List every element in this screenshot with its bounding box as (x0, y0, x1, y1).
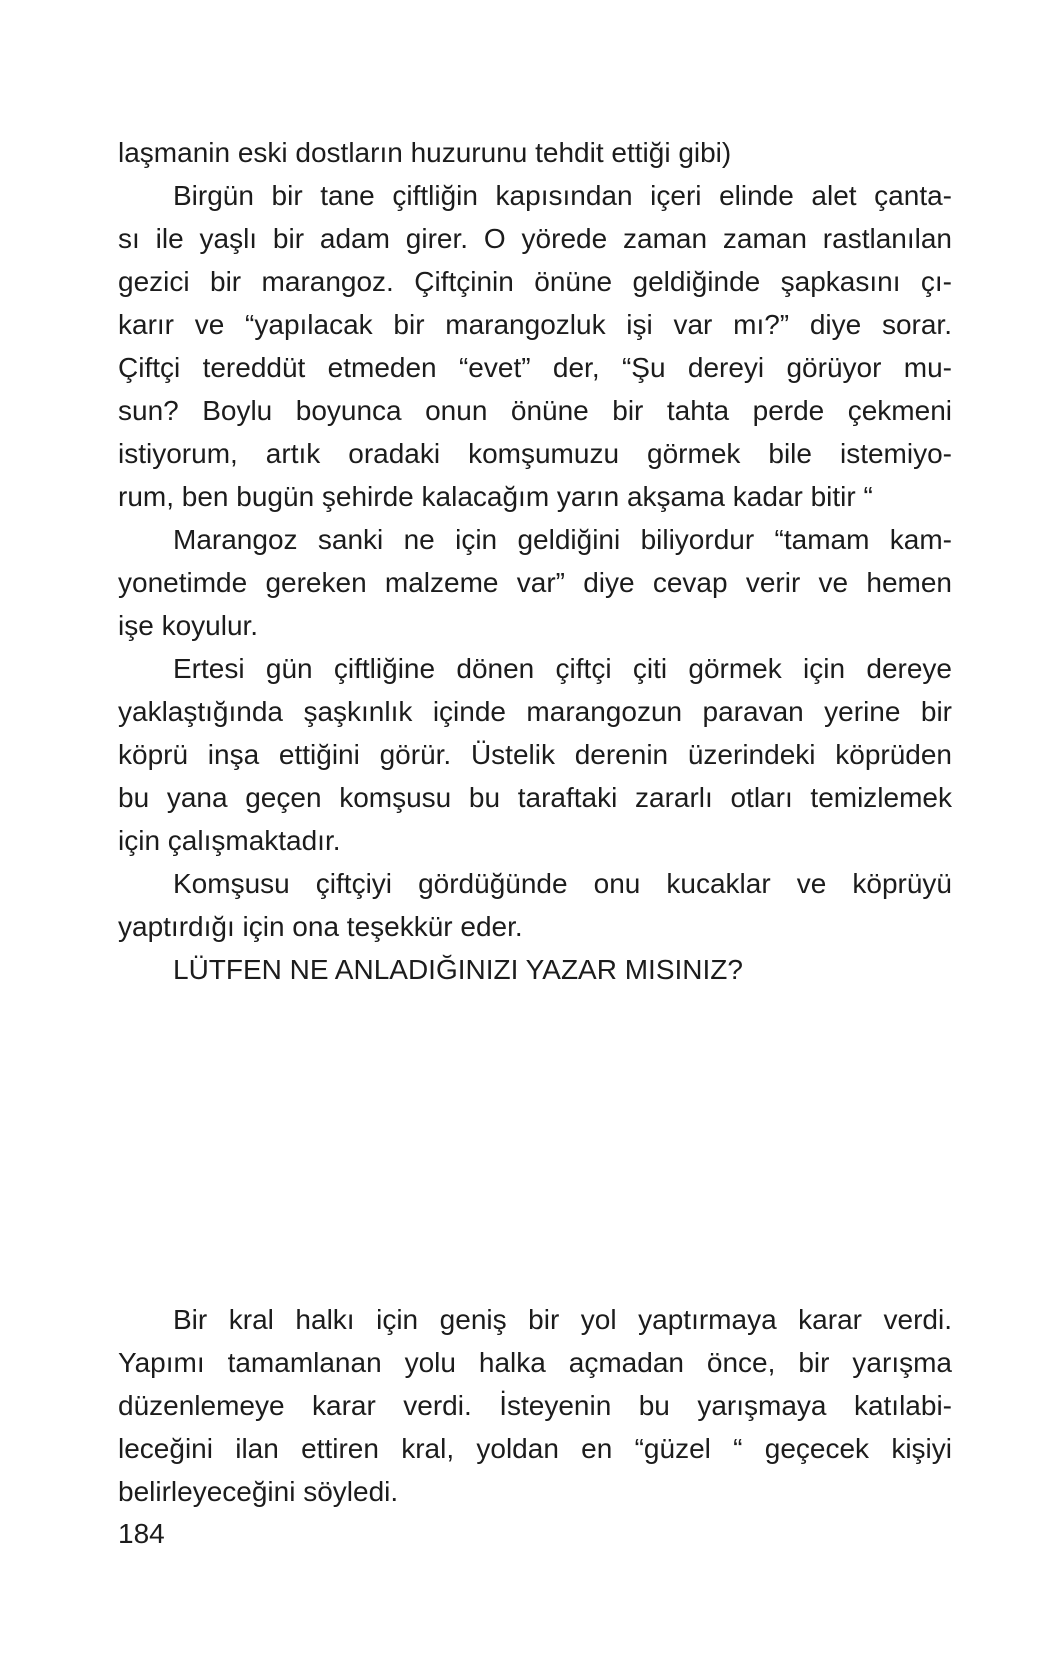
text-line: istiyorum, artık oradaki komşumuzu görmek bile istemiyo- (118, 438, 952, 469)
text-line: rum, ben bugün şehirde kalacağım yarın akşama kadar bitir “ (118, 481, 873, 512)
text-line: Çiftçi tereddüt etmeden “evet” der, “Şu dereyi görüyor mu- (118, 352, 952, 383)
text-line: bu yana geçen komşusu bu taraftaki zararlı otları temizlemek (118, 782, 952, 813)
text-line: Bir kral halkı için geniş bir yol yaptırmaya karar verdi. (173, 1304, 952, 1335)
text-line: köprü inşa ettiğini görür. Üstelik derenin üzerindeki köprüden (118, 739, 952, 770)
page-number: 184 (118, 1518, 165, 1549)
text-line: Ertesi gün çiftliğine dönen çiftçi çiti görmek için dereye (173, 653, 952, 684)
text-line: Marangoz sanki ne için geldiğini biliyordur “tamam kam- (173, 524, 952, 555)
text-section-two (118, 1298, 952, 1513)
text-line: leceğini ilan ettiren kral, yoldan en “güzel “ geçecek kişiyi (118, 1433, 952, 1464)
text-line: gezici bir marangoz. Çiftçinin önüne geldiğinde şapkasını çı- (118, 266, 952, 297)
text-section-one (118, 131, 952, 991)
text-line: laşmanin eski dostların huzurunu tehdit ettiği gibi) (118, 137, 732, 168)
text-line: Yapımı tamamlanan yolu halka açmadan önce, bir yarışma (118, 1347, 952, 1378)
text-line: düzenlemeye karar verdi. İsteyenin bu yarışmaya katılabi- (118, 1390, 952, 1421)
text-line: sı ile yaşlı bir adam girer. O yörede zaman zaman rastlanılan (118, 223, 952, 254)
text-line: Birgün bir tane çiftliğin kapısından içeri elinde alet çanta- (173, 180, 952, 211)
text-line: yaklaştığında şaşkınlık içinde marangozun paravan yerine bir (118, 696, 952, 727)
text-line: için çalışmaktadır. (118, 825, 341, 856)
text-line: karır ve “yapılacak bir marangozluk işi var mı?” diye sorar. (118, 309, 952, 340)
text-line: yaptırdığı için ona teşekkür eder. (118, 911, 523, 942)
text-line: yonetimde gereken malzeme var” diye cevap verir ve hemen (118, 567, 952, 598)
text-line: sun? Boylu boyunca onun önüne bir tahta perde çekmeni (118, 395, 952, 426)
text-line: işe koyulur. (118, 610, 259, 641)
question-line: LÜTFEN NE ANLADIĞINIZI YAZAR MISINIZ? (173, 954, 743, 985)
text-line: belirleyeceğini söyledi. (118, 1476, 399, 1507)
text-line: Komşusu çiftçiyi gördüğünde onu kucaklar ve köprüyü (173, 868, 952, 899)
